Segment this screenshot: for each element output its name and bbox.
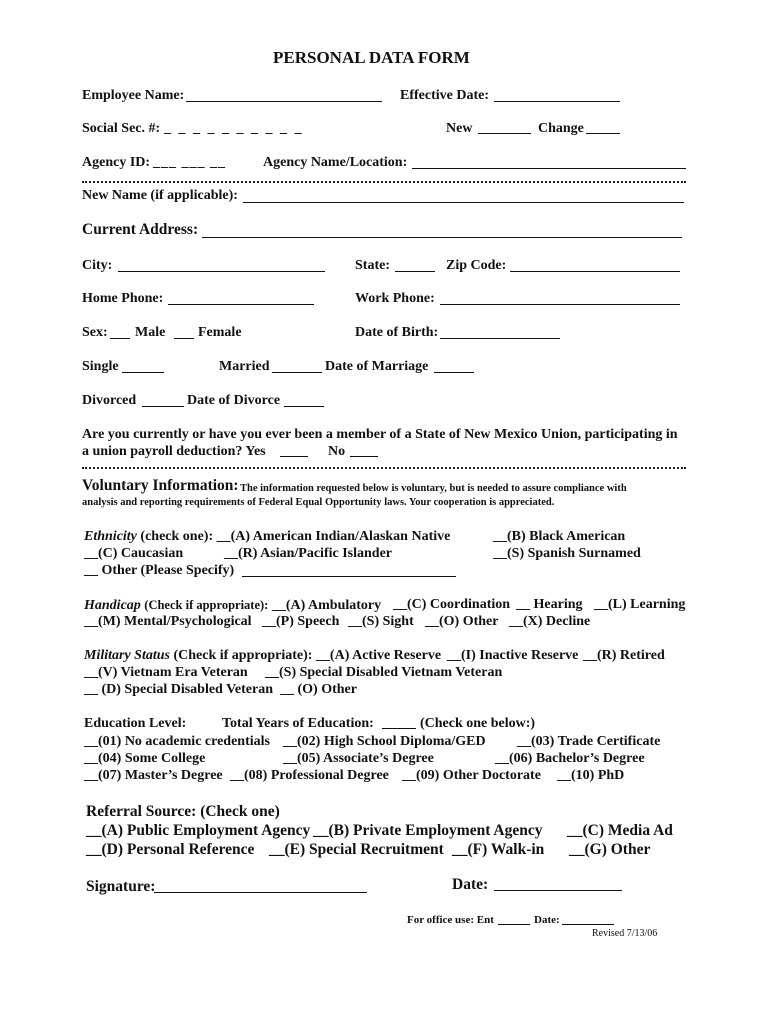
divider <box>82 467 686 469</box>
work-phone-label: Work Phone: <box>355 291 435 306</box>
social-sec-label: Social Sec. #: <box>82 121 161 136</box>
union-question-line1: Are you currently or have you ever been a member of a State of New Mexico Union, participating in <box>82 427 678 442</box>
state-label: State: <box>355 258 390 273</box>
home-phone-field[interactable] <box>168 304 314 305</box>
military-row1: Military Status (Check if appropriate): __(A) Active Reserve <box>84 648 442 663</box>
education-01[interactable]: __(01) No academic credentials <box>84 734 270 749</box>
handicap-m[interactable]: __(M) Mental/Psychological <box>84 614 252 629</box>
sex-label: Sex: <box>82 325 108 340</box>
voluntary-note-line1: The information requested below is voluntary, but is needed to assure compliance with <box>240 483 627 494</box>
handicap-c[interactable]: __(C) Coordination <box>393 597 511 612</box>
education-09[interactable]: __(09) Other Doctorate <box>402 768 541 783</box>
city-label: City: <box>82 258 113 273</box>
military-d[interactable]: __ (D) Special Disabled Veteran <box>84 682 273 697</box>
referral-g[interactable]: __(G) Other <box>569 841 651 858</box>
referral-label: Referral Source: (Check one) <box>86 803 280 820</box>
handicap-s[interactable]: __(S) Sight <box>348 614 414 629</box>
page-title: PERSONAL DATA FORM <box>273 48 470 67</box>
social-sec-field[interactable]: _ _ _ _ _ _ _ _ _ _ <box>164 121 304 136</box>
female-checkbox[interactable] <box>174 338 194 339</box>
ethnicity-b[interactable]: __(B) Black American <box>493 529 626 544</box>
education-06[interactable]: __(06) Bachelor’s Degree <box>495 751 645 766</box>
date-marriage-field[interactable] <box>434 372 474 373</box>
employee-name-label: Employee Name: <box>82 88 185 103</box>
home-phone-label: Home Phone: <box>82 291 164 306</box>
married-label: Married <box>219 359 270 374</box>
current-address-label: Current Address: <box>82 221 199 238</box>
education-05[interactable]: __(05) Associate’s Degree <box>283 751 434 766</box>
married-field[interactable] <box>272 372 322 373</box>
military-r[interactable]: __(R) Retired <box>583 648 665 663</box>
date-field[interactable] <box>494 890 622 891</box>
effective-date-label: Effective Date: <box>400 88 490 103</box>
referral-f[interactable]: __(F) Walk-in <box>452 841 545 858</box>
single-field[interactable] <box>122 372 164 373</box>
education-03[interactable]: __(03) Trade Certificate <box>517 734 661 749</box>
military-i[interactable]: __(I) Inactive Reserve <box>447 648 579 663</box>
change-label: Change <box>538 121 584 136</box>
date-marriage-label: Date of Marriage <box>325 359 429 374</box>
date-label: Date: <box>452 876 489 893</box>
ethnicity-other[interactable]: __ Other (Please Specify) <box>84 563 235 578</box>
education-check-label: (Check one below:) <box>420 716 536 731</box>
military-o[interactable]: __ (O) Other <box>280 682 357 697</box>
agency-name-label: Agency Name/Location: <box>263 155 408 170</box>
divorced-label: Divorced <box>82 393 137 408</box>
handicap-hearing[interactable]: __ Hearing <box>516 597 583 612</box>
voluntary-note-line2: analysis and reporting requirements of Federal Equal Opportunity laws. Your cooperation is appreciated. <box>82 497 555 508</box>
female-label: Female <box>198 325 242 340</box>
signature-field[interactable] <box>154 892 367 893</box>
education-label: Education Level: <box>84 716 187 731</box>
zip-label: Zip Code: <box>446 258 507 273</box>
change-field[interactable] <box>586 133 620 134</box>
handicap-o[interactable]: __(O) Other <box>425 614 499 629</box>
handicap-p[interactable]: __(P) Speech <box>262 614 340 629</box>
male-checkbox[interactable] <box>110 338 130 339</box>
office-ent-field[interactable] <box>498 924 530 925</box>
education-04[interactable]: __(04) Some College <box>84 751 206 766</box>
union-no-label: No <box>328 444 346 459</box>
employee-name-field[interactable] <box>186 101 382 102</box>
city-field[interactable] <box>118 271 325 272</box>
agency-id-label: Agency ID: <box>82 155 151 170</box>
current-address-field[interactable] <box>202 237 682 238</box>
date-divorce-field[interactable] <box>284 406 324 407</box>
date-divorce-label: Date of Divorce <box>187 393 281 408</box>
ethnicity-r[interactable]: __(R) Asian/Pacific Islander <box>224 546 392 561</box>
revised-date: Revised 7/13/06 <box>592 928 658 939</box>
education-total-field[interactable] <box>382 728 416 729</box>
divorced-field[interactable] <box>142 406 184 407</box>
referral-e[interactable]: __(E) Special Recruitment <box>269 841 444 858</box>
handicap-x[interactable]: __(X) Decline <box>509 614 591 629</box>
zip-field[interactable] <box>510 271 680 272</box>
new-name-field[interactable] <box>243 202 684 203</box>
agency-id-field[interactable]: ___ ___ __ <box>153 155 226 170</box>
divider <box>82 181 686 183</box>
education-total-label: Total Years of Education: <box>222 716 374 731</box>
work-phone-field[interactable] <box>440 304 680 305</box>
education-08[interactable]: __(08) Professional Degree <box>230 768 389 783</box>
ethnicity-other-field[interactable] <box>242 576 456 577</box>
union-no-field[interactable] <box>350 456 378 457</box>
office-date-field[interactable] <box>562 924 614 925</box>
dob-label: Date of Birth: <box>355 325 439 340</box>
new-name-label: New Name (if applicable): <box>82 188 238 203</box>
state-field[interactable] <box>395 271 435 272</box>
office-date-label: Date: <box>534 914 560 926</box>
military-v[interactable]: __(V) Vietnam Era Veteran <box>84 665 248 680</box>
voluntary-heading: Voluntary Information: <box>82 477 239 494</box>
referral-c[interactable]: __(C) Media Ad <box>567 822 673 839</box>
ethnicity-s[interactable]: __(S) Spanish Surnamed <box>493 546 641 561</box>
education-07[interactable]: __(07) Master’s Degree <box>84 768 223 783</box>
male-label: Male <box>135 325 166 340</box>
agency-name-field[interactable] <box>412 168 686 169</box>
new-field[interactable] <box>478 133 531 134</box>
effective-date-field[interactable] <box>494 101 620 102</box>
handicap-l[interactable]: __(L) Learning <box>594 597 686 612</box>
ethnicity-c[interactable]: __(C) Caucasian <box>84 546 184 561</box>
referral-b[interactable]: __(B) Private Employment Agency <box>313 822 543 839</box>
single-label: Single <box>82 359 119 374</box>
referral-a[interactable]: __(A) Public Employment Agency <box>86 822 311 839</box>
union-yes-field[interactable] <box>280 456 308 457</box>
ethnicity-row1: Ethnicity (check one): __(A) American Indian/Alaskan Native <box>84 529 451 544</box>
union-question-line2: a union payroll deduction? Yes <box>82 444 266 459</box>
office-use-label: For office use: Ent <box>407 914 494 926</box>
referral-d[interactable]: __(D) Personal Reference <box>86 841 255 858</box>
dob-field[interactable] <box>440 338 560 339</box>
new-label: New <box>446 121 473 136</box>
education-02[interactable]: __(02) High School Diploma/GED <box>283 734 486 749</box>
military-s[interactable]: __(S) Special Disabled Vietnam Veteran <box>265 665 503 680</box>
education-10[interactable]: __(10) PhD <box>557 768 625 783</box>
signature-label: Signature: <box>86 878 156 895</box>
handicap-row1: Handicap (Check if appropriate): __(A) Ambulatory <box>84 598 382 613</box>
